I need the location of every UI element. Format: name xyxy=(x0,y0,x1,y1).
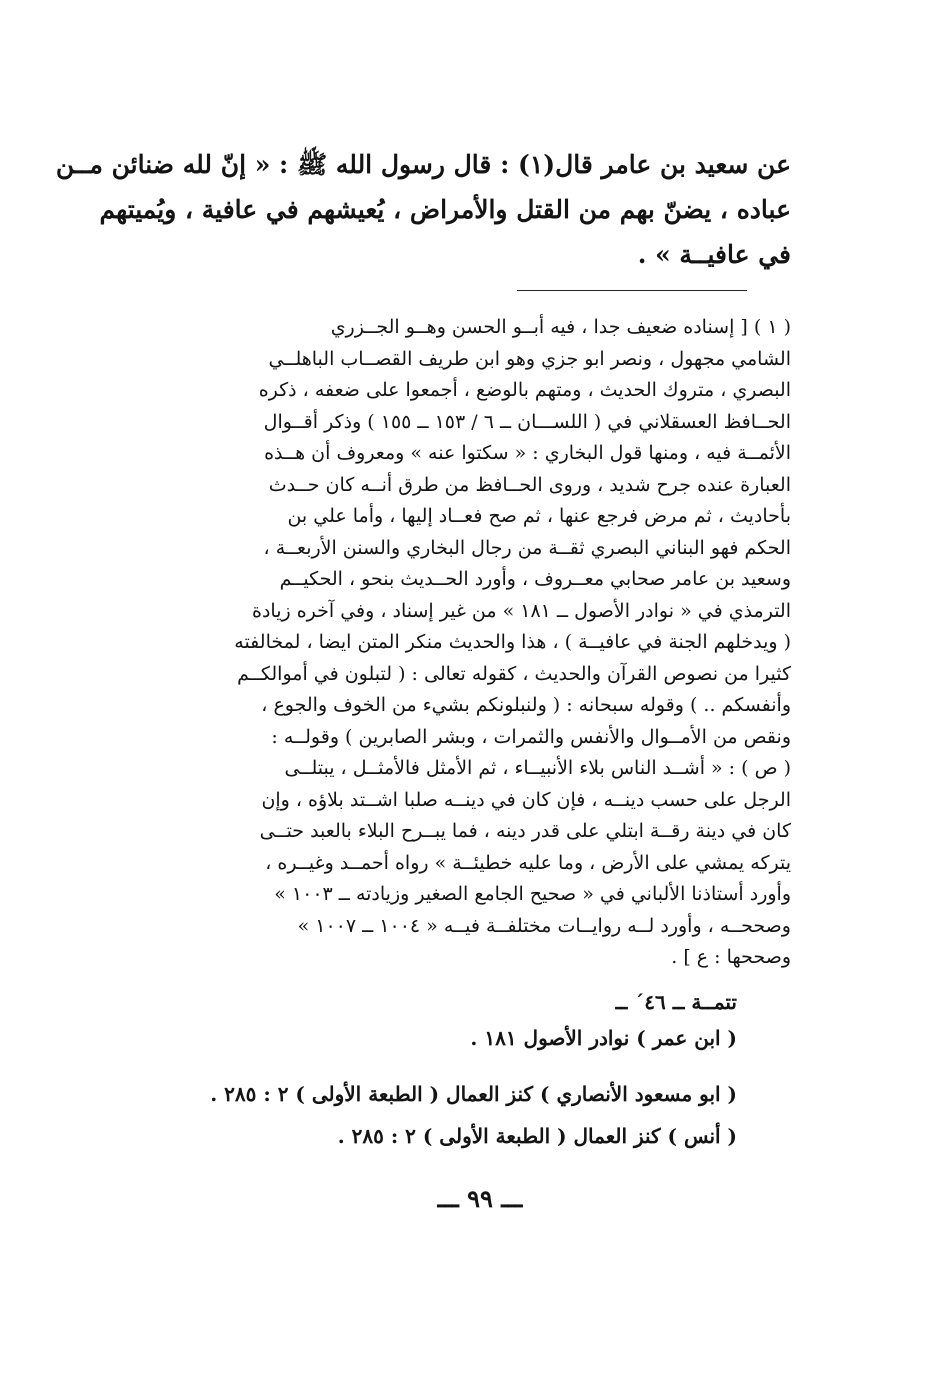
footnote-line: العبارة عنده جرح شديد ، وروى الحــافظ من طرق أنــه كان حــدث xyxy=(268,473,791,496)
footnote-divider xyxy=(517,290,747,291)
page-number: ـــ ٩٩ ـــ xyxy=(437,1184,523,1213)
hadith-line: في عافيــة » . xyxy=(637,240,791,269)
hadith-line: عن سعيد بن عامر قال(١) : قال رسول الله ﷺ : « إنّ لله ضنائن مــن xyxy=(55,150,791,179)
tatimma-item: ( ابن عمر ) نوادر الأصول ١٨١ . xyxy=(470,1026,737,1050)
footnote-line: الحــافظ العسقلاني في ( اللســـان ــ ٦ / ١٥٣ ــ ١٥٥ ) وذكر أقــوال xyxy=(263,410,791,433)
footnote-line: ونقص من الأمــوال والأنفس والثمرات ، وبشر الصابرين ) وقولــه : xyxy=(271,725,791,748)
hadith-text xyxy=(55,142,791,277)
footnote-line: الأئمــة فيه ، ومنها قول البخاري : « سكتوا عنه » ومعروف أن هــذه xyxy=(264,442,791,464)
footnote-line: كثيرا من نصوص القرآن والحديث ، كقوله تعالى : ( لتبلون في أموالكــم xyxy=(237,662,791,685)
footnote-line: وأورد أستاذنا الألباني في « صحيح الجامع الصغير وزيادته ــ ١٠٠٣ » xyxy=(274,883,791,905)
tatimma-item: ( أنس ) كنز العمال ( الطبعة الأولى ) ٢ : ٢٨٥ . xyxy=(337,1124,737,1148)
footnote-line: الحكم فهو البناني البصري ثقــة من رجال البخاري والسنن الأربعــة ، xyxy=(263,536,791,559)
tatimma-section xyxy=(177,985,737,1153)
hadith-line: عباده ، يضنّ بهم من القتل والأمراض ، يُعيشهم في عافية ، ويُميتهم xyxy=(99,195,791,224)
footnote-line: يتركه يمشي على الأرض ، وما عليه خطيئــة » رواه أحمــد وغيــره ، xyxy=(265,851,791,874)
footnote-line: كان في دينة رقــة ابتلي على قدر دينه ، فما يبــرح البلاء بالعبد حتــى xyxy=(259,820,791,842)
footnote-line: وأنفسكم .. ) وقوله سبحانه : ( ولنبلونكم بشيء من الخوف والجوع ، xyxy=(261,694,791,716)
footnote-line: بأحاديث ، ثم مرض فرجع عنها ، ثم صح فعــاد إليها ، وأما علي بن xyxy=(287,505,791,527)
footnote-line: الرجل على حسب دينــه ، فإن كان في دينــه صلبا اشــتد بلاؤه ، وإن xyxy=(261,788,791,811)
footnote-line: ( ص ) : « أشــد الناس بلاء الأنبيــاء ، ثم الأمثل فالأمثــل ، يبتلــى xyxy=(284,757,791,779)
tatimma-heading: تتمــة ــ ٤٦´ ــ xyxy=(615,990,737,1014)
footnote-line: وصححــه ، وأورد لــه روايــات مختلفــة فيــه « ١٠٠٤ ــ ١٠٠٧ » xyxy=(297,914,791,937)
footnote-line: البصري ، متروك الحديث ، ومتهم بالوضع ، أجمعوا على ضعفه ، ذكره xyxy=(258,379,791,401)
footnote-line: ( ١ ) [ إسناده ضعيف جدا ، فيه أبــو الحسن وهــو الجــزري xyxy=(330,316,791,338)
footnote-line: الترمذي في « نوادر الأصول ــ ١٨١ » من غير إسناد ، وفي آخره زيادة xyxy=(251,599,791,622)
footnote-block xyxy=(141,312,791,974)
footnote-line: وصححها : ع ] . xyxy=(671,946,791,968)
footnote-line: ( ويدخلهم الجنة في عافيــة ) ، هذا والحديث منكر المتن ايضا ، لمخالفته xyxy=(234,631,791,653)
footnote-line: الشامي مجهول ، ونصر ابو جزي وهو ابن طريف القصــاب الباهلــي xyxy=(268,347,791,370)
footnote-line: وسعيد بن عامر صحابي معــروف ، وأورد الحــديث بنحو ، الحكيــم xyxy=(279,568,791,590)
tatimma-item: ( ابو مسعود الأنصاري ) كنز العمال ( الطبعة الأولى ) ٢ : ٢٨٥ . xyxy=(210,1082,737,1106)
